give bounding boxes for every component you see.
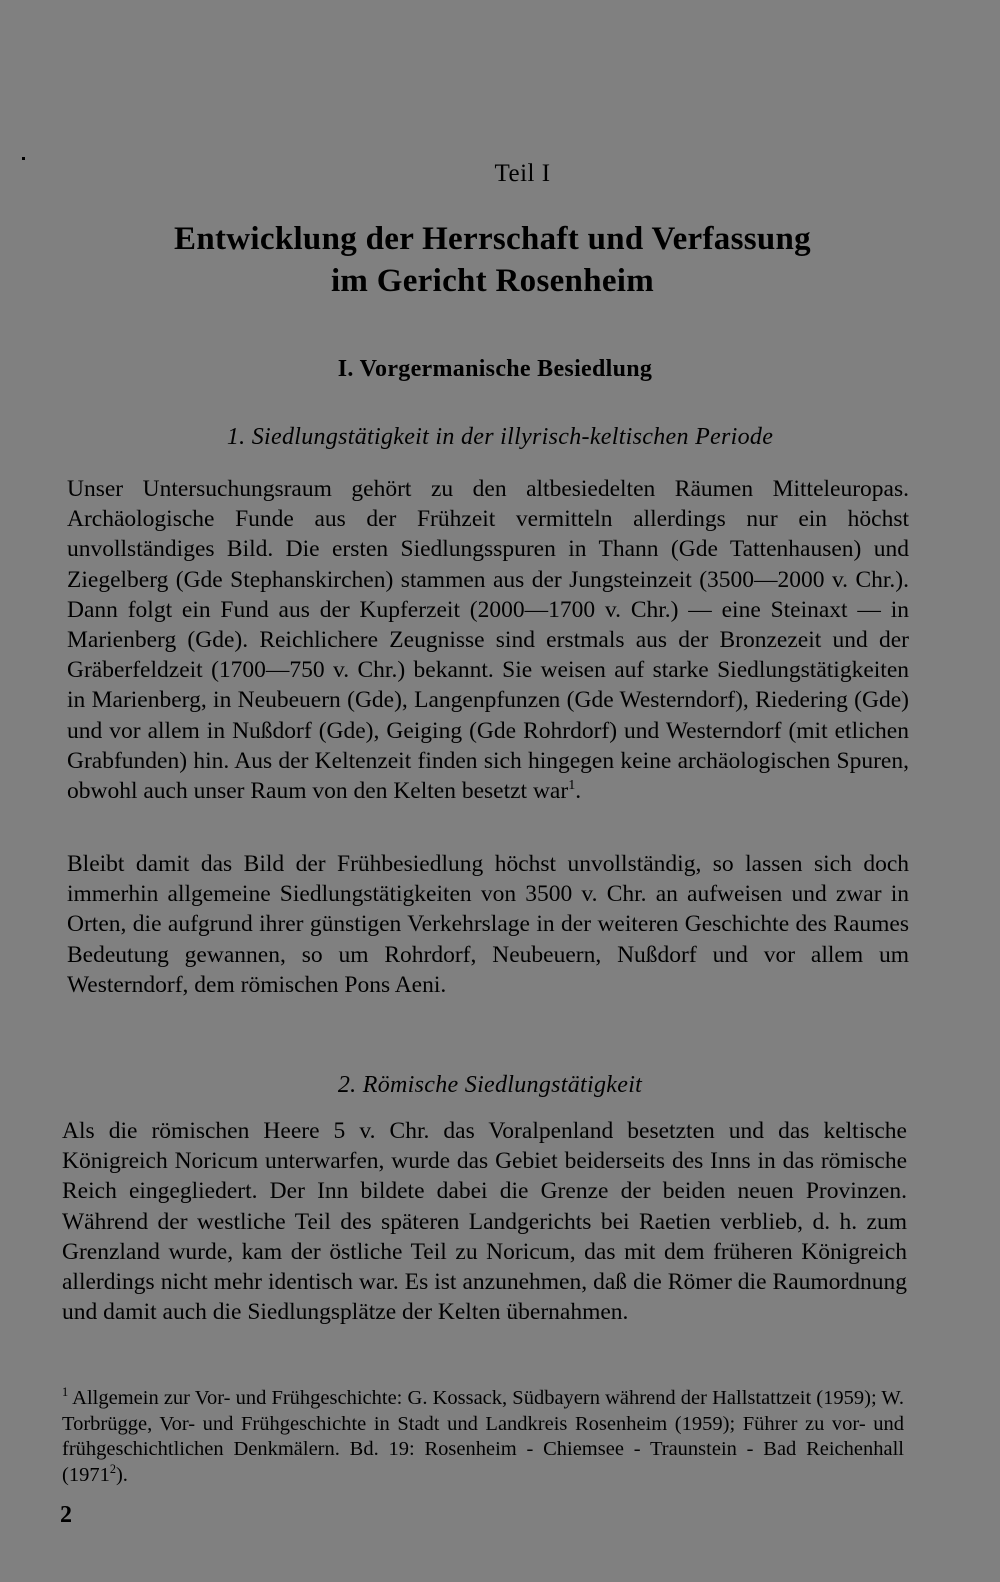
- paragraph-1-end: .: [575, 778, 582, 805]
- subsection-heading-2: 2. Römische Siedlungstätigkeit: [337, 1072, 643, 1098]
- footnote-end: ).: [115, 1463, 128, 1486]
- section-heading: I. Vorgermanische Besiedlung: [337, 356, 653, 382]
- paragraph-2: Bleibt damit das Bild der Frühbesiedlung höchst unvollständig, so lassen sich doch immerhin allgemeine Siedlungstätigkeiten von 3500 v. Chr. an aufweisen und zwar in Orten, die aufgrund ihrer günstigen Verkehrslage in der weiteren Geschichte des Raumes Bedeutung gewannen, so um Rohrdorf, Neubeuern, Nußdorf und vor allem um Westerndorf, dem römischen Pons Aeni.: [67, 851, 909, 998]
- chapter-title-line-2: im Gericht Rosenheim: [330, 263, 655, 299]
- paragraph-1: [67, 474, 909, 806]
- footnote-edition: 2: [109, 1461, 116, 1476]
- part-label: Teil I: [494, 160, 551, 187]
- chapter-title: [110, 218, 875, 302]
- footnote-number: 1: [62, 1385, 69, 1400]
- paragraph-1-text: Unser Untersuchungsraum gehört zu den altbesiedelten Räumen Mitteleuropas. Archäologische Funde aus der Frühzeit vermitteln allerdings nur ein höchst unvollständiges Bild. Die ersten Siedlungsspuren in Thann (Gde Tattenhausen) und Ziegelberg (Gde Stephanskirchen) stammen aus der Jungsteinzeit (3500—2000 v. Chr.). Dann folgt ein Fund aus der Kupferzeit (2000—1700 v. Chr.) — eine Steinaxt — in Marienberg (Gde). Reichlichere Zeugnisse sind erstmals aus der Bronzezeit und der Gräberfeldzeit (1700—750 v. Chr.) bekannt. Sie weisen auf starke Siedlungstätigkeiten in Marienberg, in Neubeuern (Gde), Langenpfunzen (Gde Westerndorf), Riedering (Gde) und vor allem in Nußdorf (Gde), Geiging (Gde Rohrdorf) und Westerndorf (mit etlichen Grabfunden) hin. Aus der Keltenzeit finden sich hingegen keine archäologischen Spuren, obwohl auch unser Raum von den Kelten besetzt war: [67, 476, 909, 805]
- footnote: [62, 1386, 904, 1488]
- page-number: 2: [60, 1502, 72, 1528]
- paragraph-3: Als die römischen Heere 5 v. Chr. das Voralpenland besetzten und das keltische Königreich Noricum unterwarfen, wurde das Gebiet beiderseits des Inns in das römische Reich eingegliedert. Der Inn bildete dabei die Grenze der beiden neuen Provinzen. Während der westliche Teil des späteren Landgerichts bei Raetien verblieb, d. h. zum Grenzland wurde, kam der östliche Teil zu Noricum, das mit dem früheren Königreich allerdings nicht mehr identisch war. Es ist anzunehmen, daß die Römer die Raumordnung und damit auch die Siedlungsplätze der Kelten übernahmen.: [62, 1118, 907, 1326]
- footnote-reference[interactable]: 1: [568, 777, 576, 794]
- subsection-heading-1: 1. Siedlungstätigkeit in der illyrisch-keltischen Periode: [226, 424, 774, 450]
- footnote-text: Allgemein zur Vor- und Frühgeschichte: G. Kossack, Südbayern während der Hallstattzeit (1959); W. Torbrügge, Vor- und Frühgeschichte in Stadt und Landkreis Rosenheim (1959); Führer zu vor- und frühgeschichtlichen Denkmälern. Bd. 19: Rosenheim - Chiemsee - Traunstein - Bad Reichenhall (1971: [62, 1387, 904, 1486]
- chapter-title-line-1: Entwicklung der Herrschaft und Verfassung: [174, 221, 811, 257]
